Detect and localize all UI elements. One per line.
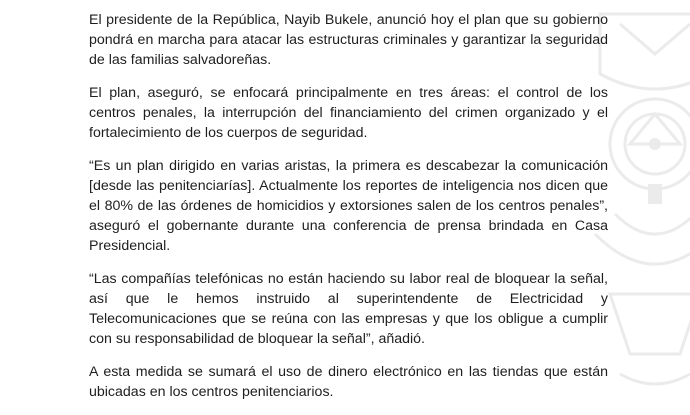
paragraph-electronic-money: A esta medida se sumará el uso de dinero electrónico en las tiendas que están ubicadas en los centros penitenciarios. (89, 364, 608, 400)
press-release-body (89, 10, 608, 415)
paragraph-announcement: El presidente de la República, Nayib Bukele, anunció hoy el plan que su gobierno pondrá en marcha para atacar las estructuras criminales y garantizar la seguridad de las familias salvadoreñas. (89, 12, 608, 68)
paragraph-communication-quote: “Es un plan dirigido en varias aristas, la primera es descabezar la comunicación [desde las penitenciarías]. Actualmente los reportes de inteligencia nos dicen que el 80% de las órdenes de homicidios y extorsiones salen de los centros penales”, aseguró el gobernante durante una conferencia de prensa brindada en Casa Presidencial. (89, 158, 608, 254)
paragraph-telecom-quote: “Las compañías telefónicas no están haciendo su labor real de bloquear la señal, así que le hemos instruido al superintendente de Electricidad y Telecomunicaciones que se reúna con las empresas y que los obligue a cumplir con su responsabilidad de bloquear la señal”, añadió. (89, 271, 608, 347)
paragraph-plan-areas: El plan, aseguró, se enfocará principalmente en tres áreas: el control de los centros penales, la interrupción del financiamiento del crimen organizado y el fortalecimiento de los cuerpos de seguridad. (89, 85, 608, 141)
